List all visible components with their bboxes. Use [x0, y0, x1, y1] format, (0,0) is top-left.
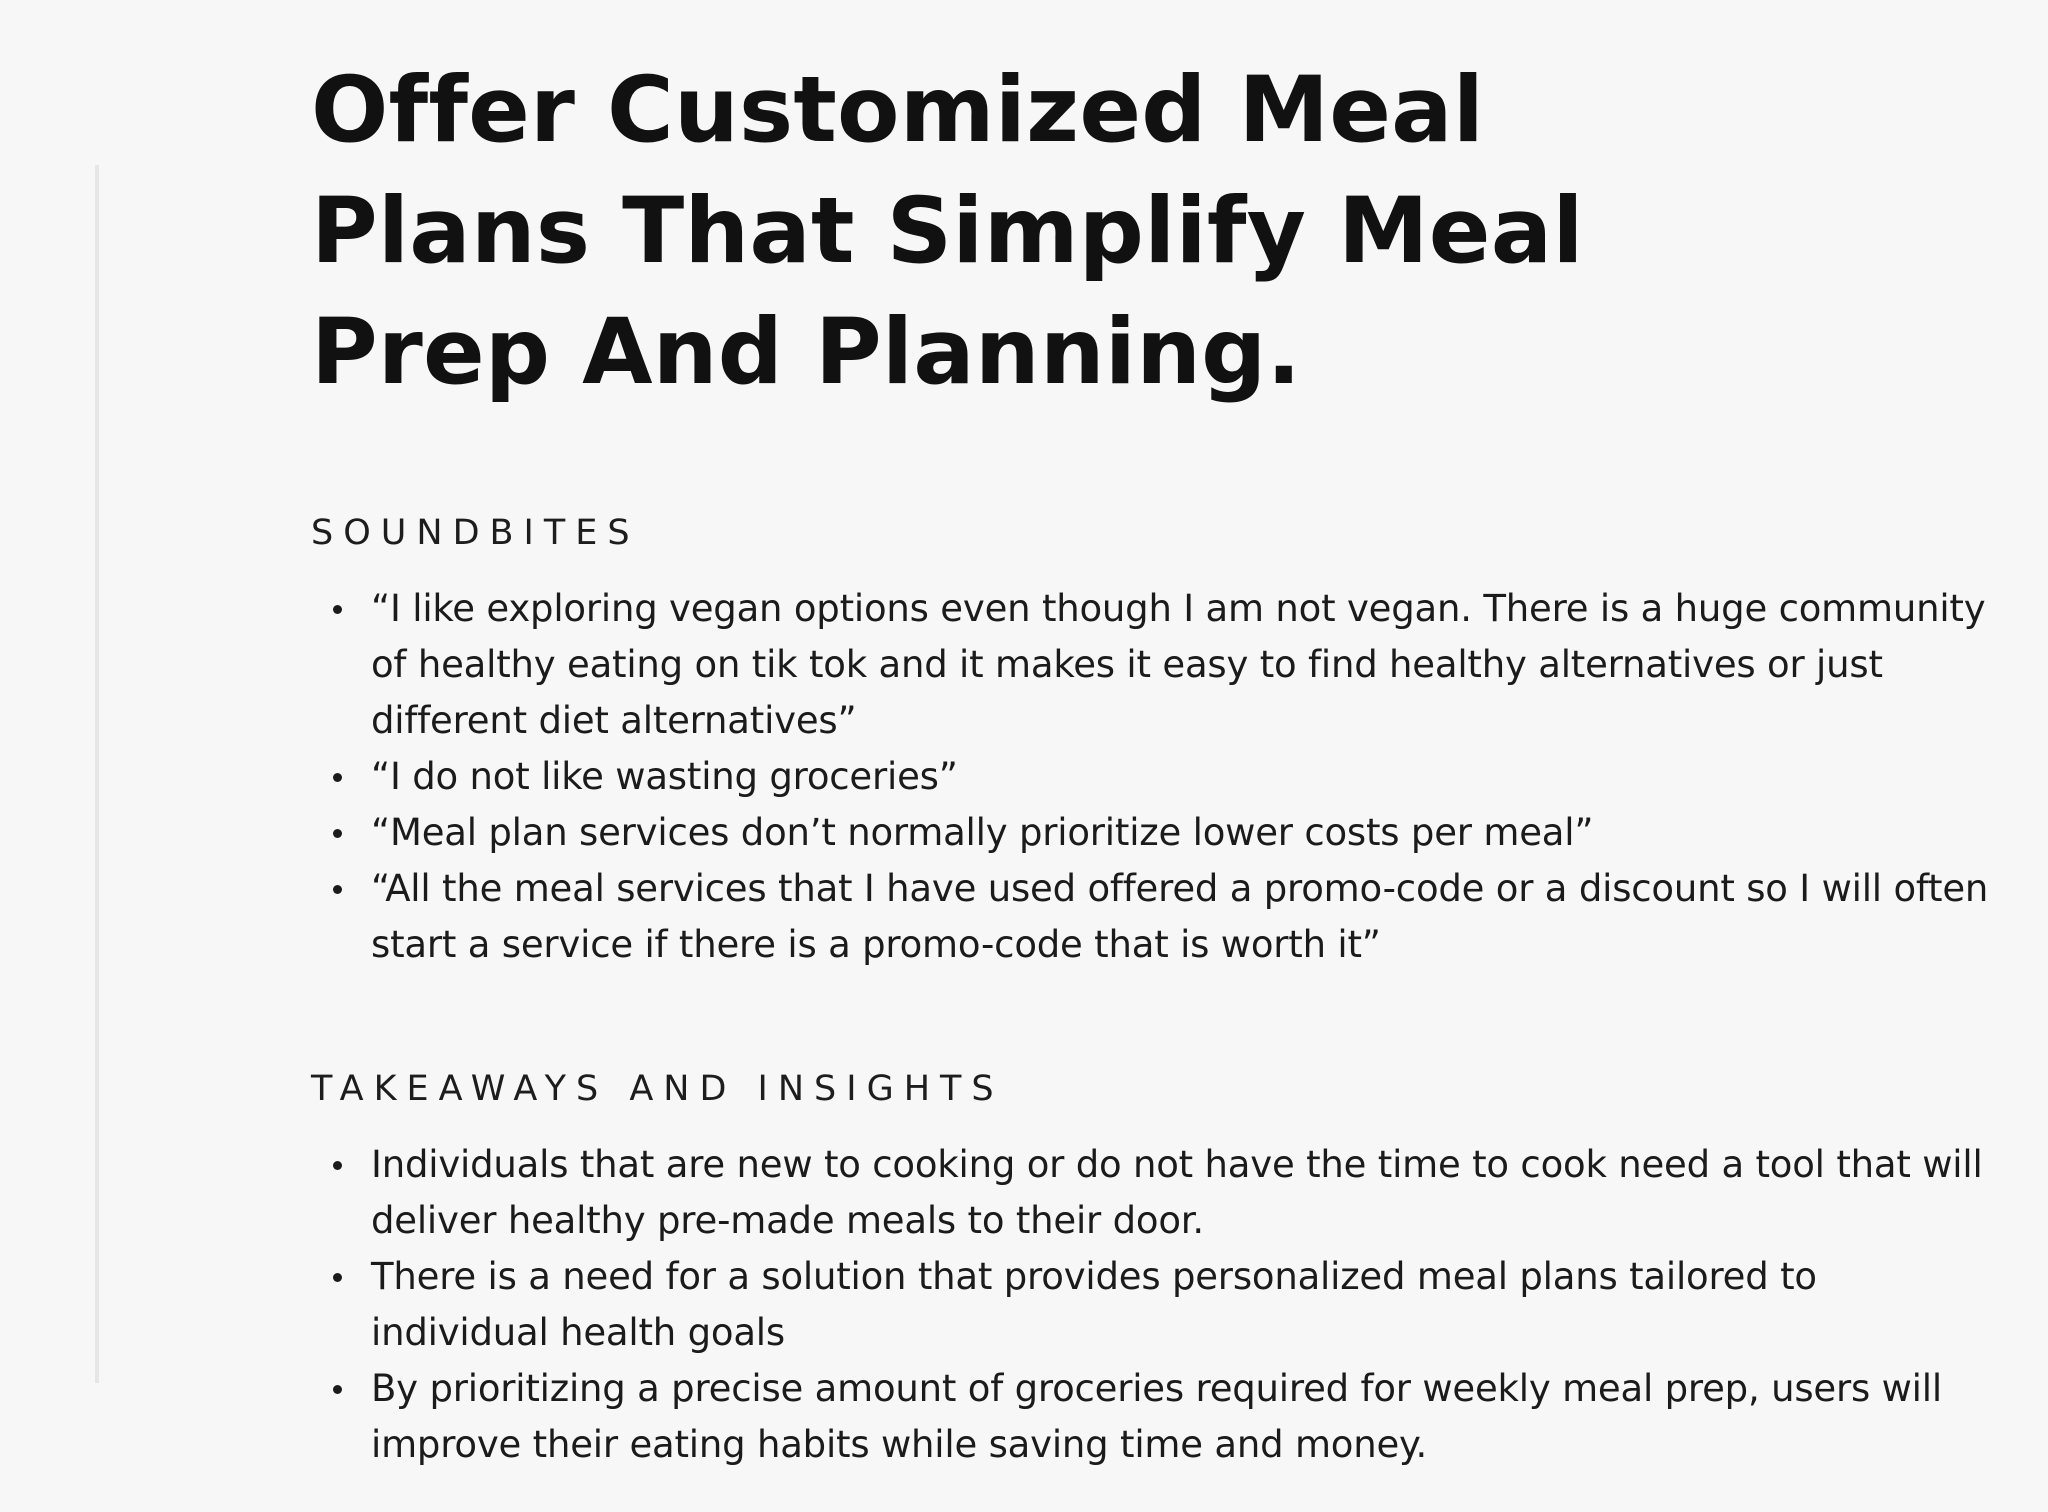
bullet-icon [333, 829, 342, 838]
left-divider-line [95, 165, 99, 1383]
soundbite-text: “Meal plan services don’t normally prioritize lower costs per meal” [371, 811, 1594, 854]
bullet-icon [333, 773, 342, 782]
soundbites-section [311, 513, 1991, 973]
takeaways-section [311, 1069, 1991, 1473]
soundbites-list [311, 581, 1991, 973]
takeaway-item [311, 1137, 1991, 1249]
soundbite-item [311, 749, 1991, 805]
soundbites-heading: SOUNDBITES [311, 513, 640, 553]
research-summary [311, 50, 1991, 1473]
takeaway-text: There is a need for a solution that provides personalized meal plans tailored to individual health goals [371, 1255, 1817, 1354]
soundbite-text: “All the meal services that I have used offered a promo-code or a discount so I will often start a service if there is a promo-code that is worth it” [371, 867, 1989, 966]
bullet-icon [333, 1161, 342, 1170]
soundbite-item [311, 581, 1991, 749]
takeaway-text: Individuals that are new to cooking or do not have the time to cook need a tool that will deliver healthy pre-made meals to their door. [371, 1143, 1983, 1242]
takeaway-item [311, 1361, 1991, 1473]
takeaways-list [311, 1137, 1991, 1473]
bullet-icon [333, 1385, 342, 1394]
takeaway-text: By prioritizing a precise amount of groceries required for weekly meal prep, users will improve their eating habits while saving time and money. [371, 1367, 1942, 1466]
bullet-icon [333, 1273, 342, 1282]
bullet-icon [333, 885, 342, 894]
soundbite-text: “I like exploring vegan options even though I am not vegan. There is a huge community of healthy eating on tik tok and it makes it easy to find healthy alternatives or just different diet alternatives” [371, 587, 1986, 742]
page-title: Offer Customized Meal Plans That Simplify Meal Prep And Planning. [311, 58, 1584, 405]
bullet-icon [333, 605, 342, 614]
takeaways-heading: TAKEAWAYS AND INSIGHTS [311, 1069, 1004, 1109]
soundbite-text: “I do not like wasting groceries” [371, 755, 958, 798]
soundbite-item [311, 861, 1991, 973]
soundbite-item [311, 805, 1991, 861]
takeaway-item [311, 1249, 1991, 1361]
